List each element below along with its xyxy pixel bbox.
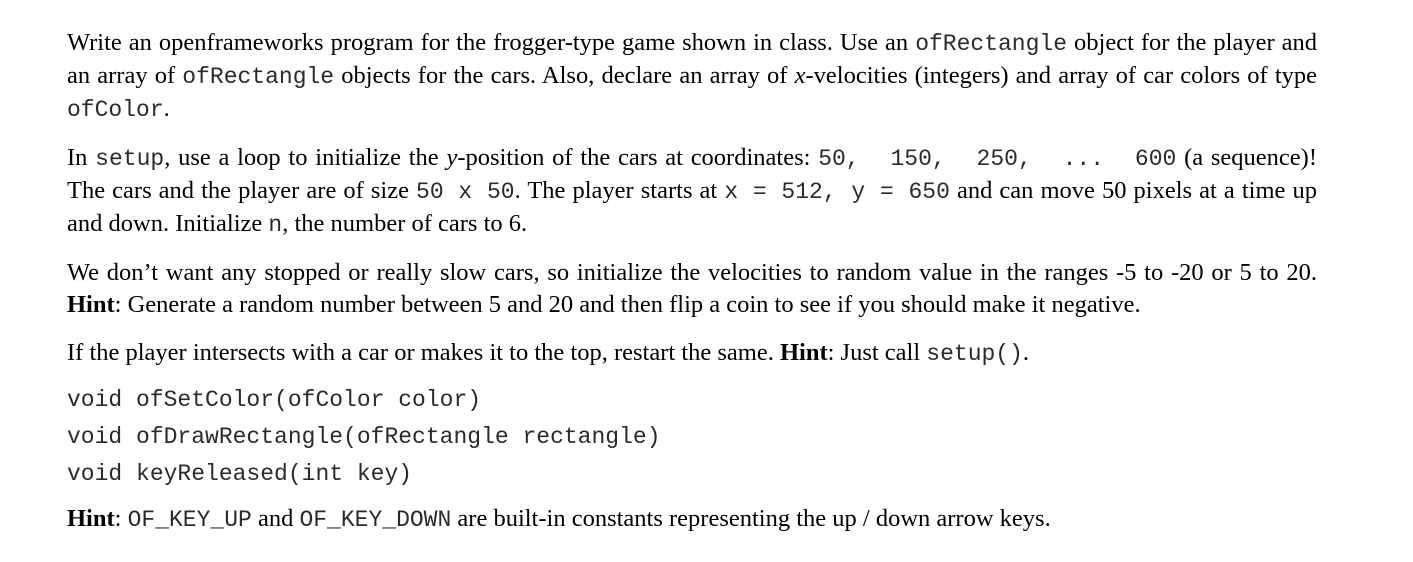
text: . <box>1022 339 1030 366</box>
assignment-document <box>67 27 1317 536</box>
inline-code: ofRectangle <box>915 31 1068 57</box>
text: . <box>163 95 170 122</box>
text: -velocities (integers) and array of car colors of type <box>805 62 1317 89</box>
text: , use a loop to initialize the <box>164 144 447 171</box>
inline-code: x = 512, y = 650 <box>724 179 950 205</box>
paragraph-restart <box>67 337 1317 370</box>
inline-code: 50, 150, 250, ... 600 <box>818 146 1177 172</box>
paragraph-keys-hint <box>67 503 1317 536</box>
function-signatures <box>67 382 1317 493</box>
text: , the number of cars to 6. <box>282 210 528 237</box>
italic-text: y <box>446 144 458 171</box>
inline-code: n <box>268 212 283 238</box>
text: are built-in constants representing the up / down arrow keys. <box>451 505 1051 532</box>
inline-code: ofColor <box>67 97 164 123</box>
paragraph-velocities <box>67 257 1317 321</box>
inline-code: OF_KEY_UP <box>127 507 252 533</box>
text: : Just call <box>827 339 927 366</box>
text: -position of the cars at coordinates: <box>457 144 819 171</box>
text: Write an openframeworks program for the frogger-type game shown in class. Use an <box>67 29 916 56</box>
text: In <box>67 144 96 171</box>
text: object for the player and an array of <box>67 29 1318 89</box>
paragraph-setup <box>67 142 1317 241</box>
bold-hint: Hint <box>67 291 115 318</box>
inline-code: setup() <box>926 341 1023 367</box>
text: If the player intersects with a car or makes it to the top, restart the same. <box>67 339 780 366</box>
text: and <box>251 505 300 532</box>
bold-hint: Hint <box>779 339 828 366</box>
signature-key-released: void keyReleased(int key) <box>67 461 413 487</box>
text: We don’t want any stopped or really slow cars, so initialize the velocities to random value in the ranges -5 to -20 or 5 to 20. <box>67 259 1317 286</box>
inline-code: 50 x 50 <box>416 179 515 205</box>
paragraph-intro <box>67 27 1317 126</box>
text: (a sequence)! The cars and the player are of size <box>67 144 1317 204</box>
text: and can move 50 pixels at a time up and down. Initialize <box>67 177 1317 237</box>
inline-code: ofRectangle <box>182 64 335 90</box>
text: . The player starts at <box>514 177 725 204</box>
inline-code: OF_KEY_DOWN <box>299 507 452 533</box>
italic-text: x <box>794 62 806 89</box>
text: : Generate a random number between 5 and 20 and then flip a coin to see if you should make it negative. <box>114 291 1141 318</box>
text: objects for the cars. Also, declare an array of <box>334 62 795 89</box>
text: : <box>114 505 128 532</box>
signature-draw-rectangle: void ofDrawRectangle(ofRectangle rectangle) <box>67 424 661 450</box>
inline-code: setup <box>95 146 165 172</box>
signature-set-color: void ofSetColor(ofColor color) <box>67 387 482 413</box>
bold-hint: Hint <box>67 505 115 532</box>
